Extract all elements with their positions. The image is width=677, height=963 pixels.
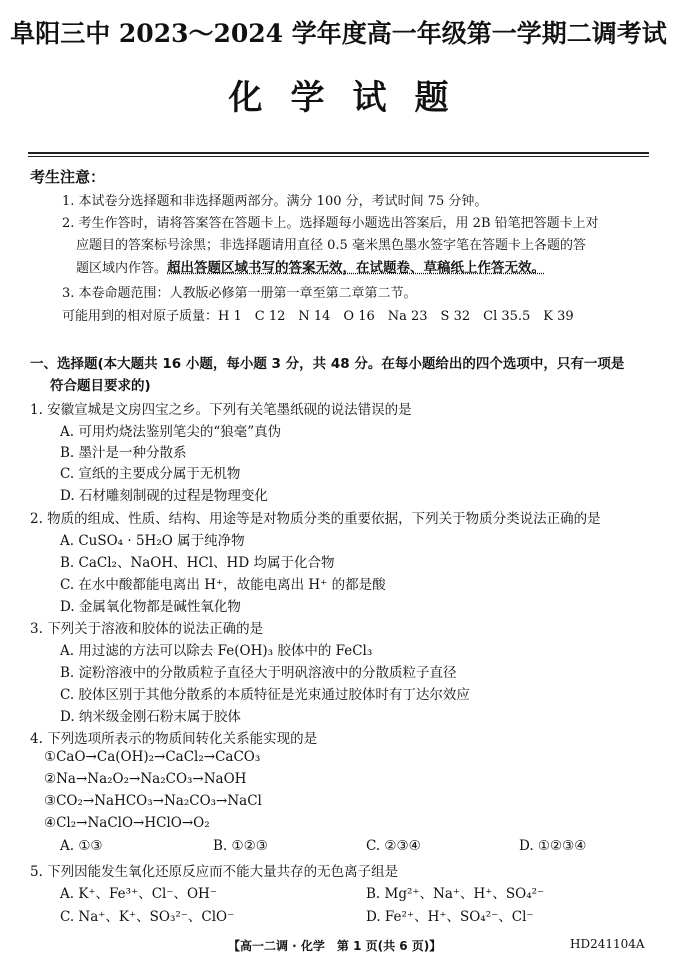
question-5-stem: 5. 下列因能发生氧化还原反应而不能大量共存的无色离子组是: [30, 864, 399, 880]
question-4-option-a: A. ①③: [60, 838, 103, 854]
notice-item-2b: 应题目的答案标号涂黑；非选择题请用直径 0.5 毫米黑色墨水签字笔在答题卡上各题的答: [76, 238, 586, 253]
question-2-option-b: B. CaCl₂、NaOH、HCl、HD 均属于化合物: [60, 555, 335, 571]
section-heading-cont: 符合题目要求的): [50, 378, 151, 394]
question-5-option-b: B. Mg²⁺、Na⁺、H⁺、SO₄²⁻: [366, 886, 545, 902]
question-3-option-d: D. 纳米级金刚石粉末属于胶体: [60, 709, 241, 725]
question-4-option-d: D. ①②③④: [519, 838, 587, 854]
subject-title: 化学试题: [228, 78, 477, 118]
question-5-option-c: C. Na⁺、K⁺、SO₃²⁻、ClO⁻: [60, 909, 235, 925]
header-divider: [28, 152, 649, 154]
exam-title: 阜阳三中 2023～2024 学年度高一年级第一学期二调考试: [10, 19, 667, 48]
question-4-item-4: ④Cl₂→NaClO→HClO→O₂: [44, 815, 210, 831]
notice-item-2a: 2. 考生作答时，请将答案答在答题卡上。选择题每小题选出答案后，用 2B 铅笔把答题卡上对: [62, 216, 599, 231]
question-3-option-b: B. 淀粉溶液中的分散质粒子直径大于明矾溶液中的分散质粒子直径: [60, 665, 457, 681]
notice-item-2c: [76, 256, 545, 276]
question-2-option-a: A. CuSO₄ · 5H₂O 属于纯净物: [60, 533, 245, 549]
question-3-stem: 3. 下列关于溶液和胶体的说法正确的是: [30, 621, 264, 637]
notice-heading: 考生注意：: [30, 168, 106, 186]
question-2-option-c: C. 在水中酸都能电离出 H⁺，故能电离出 H⁺ 的都是酸: [60, 577, 386, 593]
notice-warning: 超出答题区域书写的答案无效，在试题卷、草稿纸上作答无效。: [167, 260, 546, 276]
question-5-option-a: A. K⁺、Fe³⁺、Cl⁻、OH⁻: [60, 886, 217, 902]
notice-item-1: 1. 本试卷分选择题和非选择题两部分。满分 100 分，考试时间 75 分钟。: [62, 194, 488, 209]
atomic-masses: 可能用到的相对原子质量：H 1 C 12 N 14 O 16 Na 23 S 32 Cl 35.5 K 39: [62, 309, 574, 324]
header-divider-thin: [28, 156, 649, 157]
question-1-option-c: C. 宣纸的主要成分属于无机物: [60, 466, 241, 482]
question-3-option-a: A. 用过滤的方法可以除去 Fe(OH)₃ 胶体中的 FeCl₃: [60, 643, 373, 659]
question-2-option-d: D. 金属氧化物都是碱性氧化物: [60, 599, 241, 615]
question-4-option-b: B. ①②③: [213, 838, 268, 854]
question-2-stem: 2. 物质的组成、性质、结构、用途等是对物质分类的重要依据，下列关于物质分类说法正确的是: [30, 511, 601, 527]
question-3-option-c: C. 胶体区别于其他分散系的本质特征是光束通过胶体时有丁达尔效应: [60, 687, 470, 703]
paper-code: HD241104A: [570, 937, 645, 951]
question-5-option-d: D. Fe²⁺、H⁺、SO₄²⁻、Cl⁻: [366, 909, 534, 925]
page-footer: 【高一二调 · 化学 第 1 页(共 6 页)】: [228, 939, 442, 953]
question-4-item-2: ②Na→Na₂O₂→Na₂CO₃→NaOH: [44, 771, 247, 787]
question-4-stem: 4. 下列选项所表示的物质间转化关系能实现的是: [30, 731, 318, 747]
question-1-stem: 1. 安徽宣城是文房四宝之乡。下列有关笔墨纸砚的说法错误的是: [30, 402, 412, 418]
question-4-option-c: C. ②③④: [366, 838, 421, 854]
question-1-option-d: D. 石材雕刻制砚的过程是物理变化: [60, 488, 268, 504]
notice-item-2c-plain: 题区域内作答。: [76, 261, 168, 276]
question-1-option-b: B. 墨汁是一种分散系: [60, 445, 187, 461]
section-heading: 一、选择题(本大题共 16 小题，每小题 3 分，共 48 分。在每小题给出的四个选项中，只有一项是: [30, 356, 625, 372]
question-4-item-1: ①CaO→Ca(OH)₂→CaCl₂→CaCO₃: [44, 749, 261, 765]
notice-item-3: 3. 本卷命题范围：人教版必修第一册第一章至第二章第二节。: [62, 286, 417, 301]
question-1-option-a: A. 可用灼烧法鉴别笔尖的“狼毫”真伪: [60, 424, 282, 440]
question-4-item-3: ③CO₂→NaHCO₃→Na₂CO₃→NaCl: [44, 793, 262, 809]
